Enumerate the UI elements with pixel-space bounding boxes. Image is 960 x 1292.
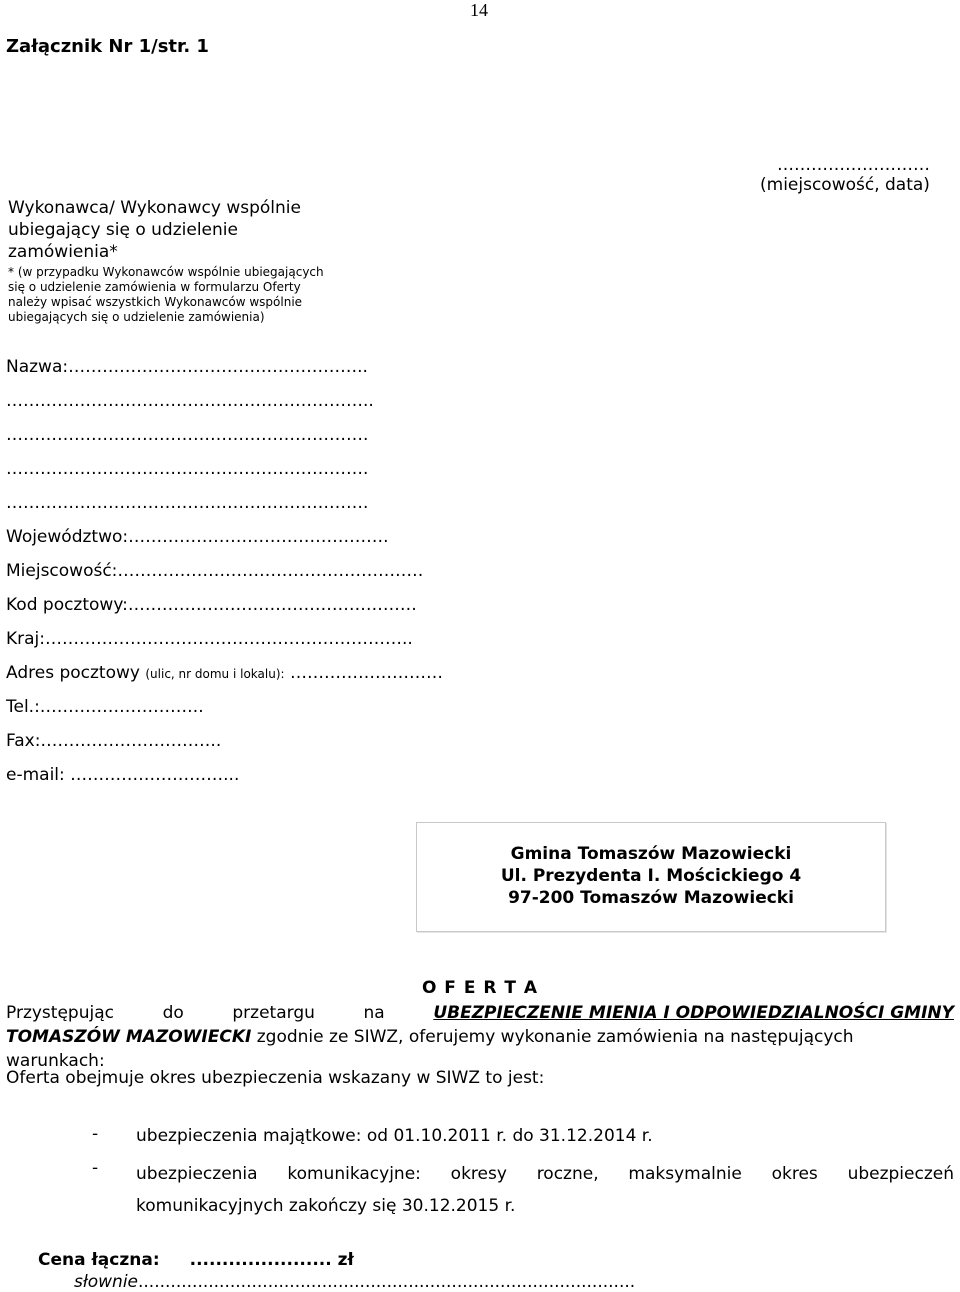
recipient-line3: 97-200 Tomaszów Mazowiecki bbox=[508, 888, 794, 908]
place-date-dots: ……………………… bbox=[776, 155, 930, 175]
field-kraj[interactable]: Kraj:……………………………………………………….. bbox=[6, 629, 413, 649]
contractor-block bbox=[8, 197, 338, 325]
offer-scope: Oferta obejmuje okres ubezpieczenia wskazany w SIWZ to jest: bbox=[6, 1068, 545, 1088]
contractor-note: * (w przypadku Wykonawców wspólnie ubiegających się o udzielenie zamówienia w formularzu Oferty należy wpisać wszystkich Wykonawców wspólnie ubiegających się o udzielenie zamówienia) bbox=[8, 265, 324, 324]
offer-title: O F E R T A bbox=[421, 978, 539, 998]
offer-subject-part1: UBEZPIECZENIE MIENIA I ODPOWIEDZIALNOŚCI GMINY bbox=[433, 1003, 954, 1023]
list-item bbox=[92, 1124, 954, 1148]
contractor-title-line1: Wykonawca/ Wykonawcy wspólnie bbox=[8, 198, 301, 218]
offer-word-2: do bbox=[162, 1003, 184, 1023]
offer-intro-line1 bbox=[6, 1001, 954, 1025]
place-date-label: (miejscowość, data) bbox=[760, 175, 930, 195]
offer-word-3: przetargu bbox=[232, 1003, 315, 1023]
contractor-title-line3: zamówienia* bbox=[8, 242, 118, 262]
offer-subject-part2: TOMASZÓW MAZOWIECKI bbox=[6, 1027, 252, 1047]
price-value[interactable]: ...................... zł bbox=[189, 1250, 354, 1270]
list-item-text: ubezpieczenia komunikacyjne: okresy roczne, maksymalnie okres ubezpieczeń komunikacyjnych zakończy się 30.12.2015 r. bbox=[136, 1164, 954, 1216]
price-words-dots[interactable]: ............................................................................................ bbox=[138, 1272, 636, 1292]
price-words-line bbox=[74, 1272, 635, 1292]
field-nazwa-line3[interactable]: ………………………………………………………. bbox=[6, 425, 369, 445]
price-words-label: słownie bbox=[74, 1272, 138, 1292]
field-adres-hint: (ulic, nr domu i lokalu): bbox=[145, 667, 285, 681]
contractor-fields bbox=[6, 350, 443, 792]
field-adres-label: Adres pocztowy bbox=[6, 663, 140, 683]
field-adres[interactable] bbox=[6, 656, 443, 690]
recipient-box bbox=[416, 822, 886, 932]
offer-intro-rest: zgodnie ze SIWZ, oferujemy wykonanie zamówienia na następujących warunkach: bbox=[6, 1027, 854, 1071]
list-dash: - bbox=[92, 1124, 99, 1144]
field-email[interactable]: e-mail: ………………………... bbox=[6, 765, 240, 785]
field-tel[interactable]: Tel.:……………………….. bbox=[6, 697, 204, 717]
field-nazwa[interactable]: Nazwa:…………………………………………….. bbox=[6, 357, 368, 377]
field-fax[interactable]: Fax:………………………….. bbox=[6, 731, 222, 751]
list-dash: - bbox=[92, 1158, 99, 1178]
place-date-block bbox=[760, 155, 930, 195]
recipient-line2: Ul. Prezydenta I. Mościckiego 4 bbox=[500, 866, 802, 886]
offer-word-4: na bbox=[363, 1003, 385, 1023]
offer-word-1: Przystępując bbox=[6, 1003, 114, 1023]
price-label: Cena łączna: bbox=[38, 1250, 160, 1270]
list-item bbox=[92, 1158, 954, 1222]
field-nazwa-line5[interactable]: ………………………………………………………. bbox=[6, 493, 369, 513]
contractor-title-line2: ubiegający się o udzielenie bbox=[8, 220, 238, 240]
list-item-text: ubezpieczenia majątkowe: od 01.10.2011 r. do 31.12.2014 r. bbox=[136, 1126, 653, 1146]
field-nazwa-line2[interactable]: ……………………………………………………….. bbox=[6, 391, 374, 411]
price-line bbox=[38, 1250, 354, 1270]
offer-intro-line2 bbox=[6, 1025, 954, 1073]
page-number: 14 bbox=[470, 0, 488, 20]
field-miejscowosc[interactable]: Miejscowość:……………………………………………… bbox=[6, 561, 424, 581]
field-kod-pocztowy[interactable]: Kod pocztowy:…………………………………………… bbox=[6, 595, 417, 615]
field-adres-dots: ……………………… bbox=[289, 663, 443, 683]
recipient-line1: Gmina Tomaszów Mazowiecki bbox=[510, 844, 792, 864]
field-nazwa-line4[interactable]: ………………………………………………………. bbox=[6, 459, 369, 479]
offer-intro-paragraph bbox=[6, 1001, 954, 1073]
annex-label: Załącznik Nr 1/str. 1 bbox=[6, 36, 209, 57]
field-wojewodztwo[interactable]: Województwo:………………………………………. bbox=[6, 527, 389, 547]
insurance-list bbox=[92, 1124, 954, 1232]
